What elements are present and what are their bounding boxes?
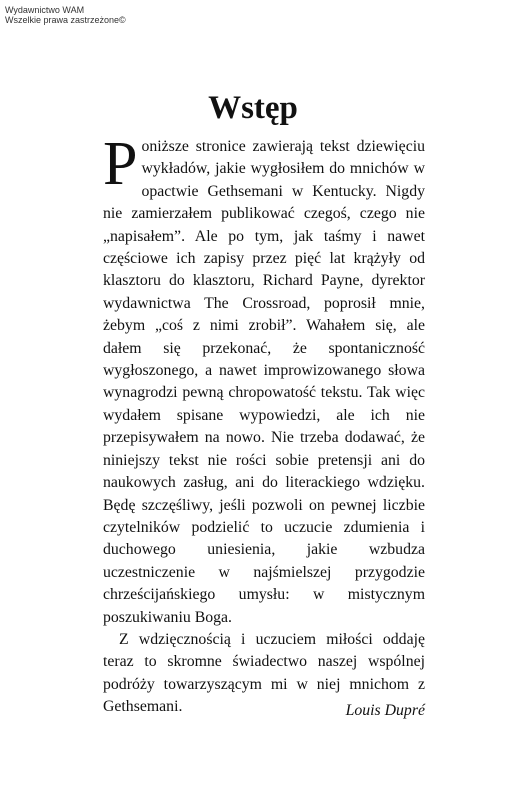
paragraph-2: Z wdzięcznością i uczuciem miłości oddaję teraz to skromne świadectwo naszej wspólnej podróży towarzyszącym mi w niej mnichom z Gethsemani. [103, 630, 425, 716]
paragraph-1 [103, 130, 425, 629]
paragraph-1-text: oniższe stronice zawierają tekst dziewięciu wykładów, jakie wygłosiłem do mnichów w opactwie Gethsemani w Kentucky. Nigdy nie zamierzałem publikować czegoś, czego nie „napisałem”. Ale po tym, jak taśmy i nawet częściowe ich zapisy przez pięć lat krążyły od klasztoru do klasztoru, Richard Payne, dyrektor wydawnictwa The Crossroad, poprosił mnie, żebym „coś z nimi zrobił”. Wahałem się, ale dałem się przekonać, że spontaniczność wygłoszonego, a nawet improwizowanego słowa wynagrodzi pewną chropowatość tekstu. Tak więc wydałem spisane wypowiedzi, ale ich nie przepisywałem na nowo. Nie trzeba dodawać, że niniejszy tekst nie rości sobie pretensji ani do naukowych zasług, ani do literackiego wdzięku. Będę szczęśliwy, jeśli pozwoli on pewnej liczbie czytelników podzielić to uczucie zdumienia i duchowego uniesienia, jakie wzbudza uczestniczenie w najśmielszej przygodzie chrześcijańskiego umysłu: w mistycznym poszukiwaniu Boga. [103, 138, 425, 626]
page-title: Wstęp [208, 90, 298, 127]
author-signature: Louis Dupré [345, 702, 425, 719]
body-text [103, 130, 425, 719]
rights-notice: Wszelkie prawa zastrzeżone© [5, 15, 126, 25]
drop-cap: P [103, 130, 138, 198]
page-header [5, 5, 126, 25]
publisher-name: Wydawnictwo WAM [5, 5, 85, 15]
